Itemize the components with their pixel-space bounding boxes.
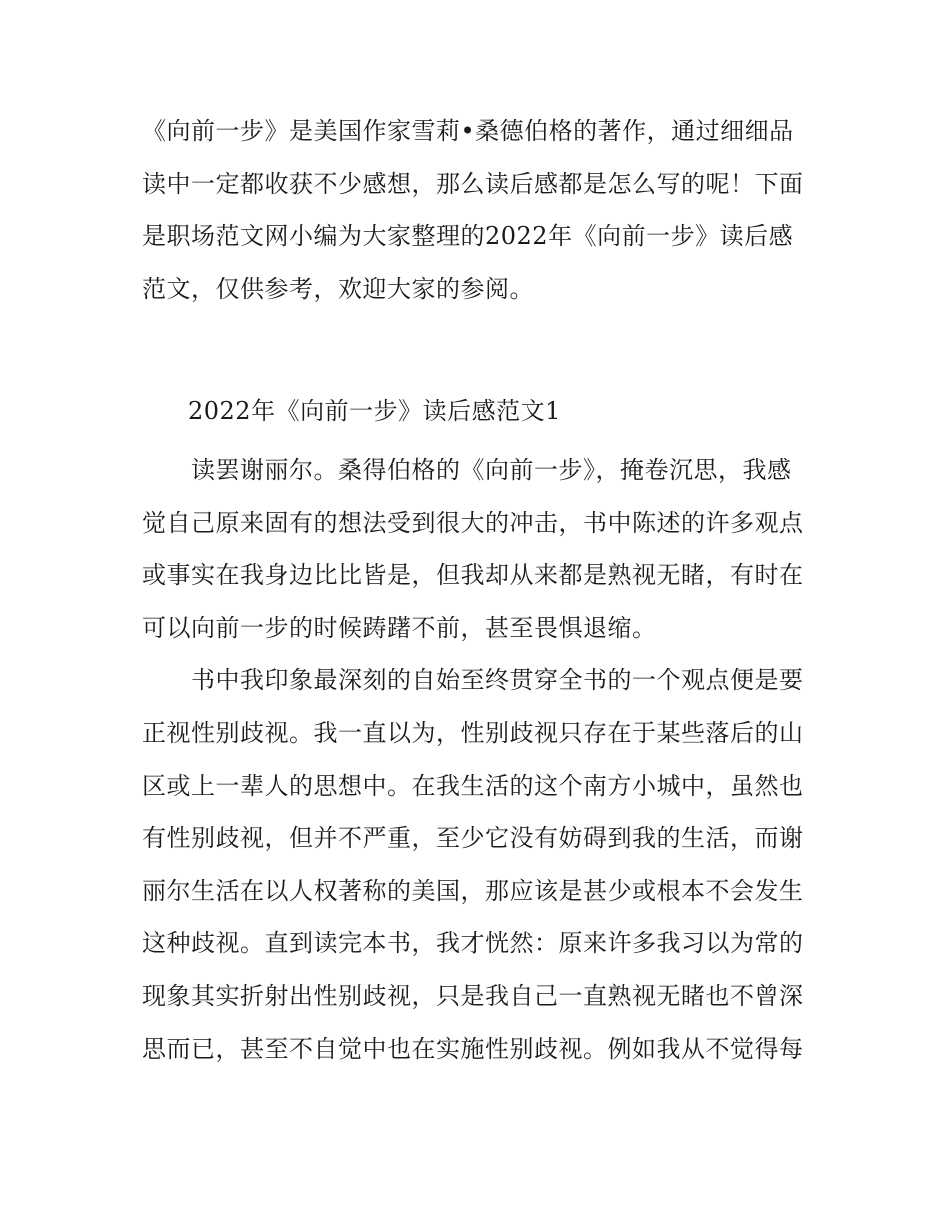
body-line: 思而已，甚至不自觉中也在实施性别歧视。例如我从不觉得每 (142, 1034, 804, 1063)
body-line: 读罢谢丽尔。桑得伯格的《向前一步》，掩卷沉思，我感 (142, 456, 792, 484)
intro-line: 范文，仅供参考，欢迎大家的参阅。 (142, 274, 534, 303)
body-line: 丽尔生活在以人权著称的美国，那应该是甚少或根本不会发生 (142, 876, 804, 905)
body-line: 可以向前一步的时候踌躇不前，甚至畏惧退缩。 (142, 613, 657, 642)
intro-line: 读中一定都收获不少感想，那么读后感都是怎么写的呢！下面 (142, 169, 804, 198)
body-line: 或事实在我身边比比皆是，但我却从来都是熟视无睹，有时在 (142, 561, 804, 590)
intro-line: 《向前一步》是美国作家雪莉•桑德伯格的著作，通过细细品 (142, 117, 794, 145)
intro-line: 是职场范文网小编为大家整理的2022年《向前一步》读后感 (142, 222, 794, 251)
body-line: 有性别歧视，但并不严重，至少它没有妨碍到我的生活，而谢 (142, 824, 804, 853)
body-line: 觉自己原来固有的想法受到很大的冲击，书中陈述的许多观点 (142, 508, 804, 537)
body-text (142, 444, 814, 1075)
body-line: 正视性别歧视。我一直以为，性别歧视只存在于某些落后的山 (142, 718, 804, 747)
body-line: 书中我印象最深刻的自始至终贯穿全书的一个观点便是要 (142, 666, 804, 695)
body-line: 这种歧视。直到读完本书，我才恍然：原来许多我习以为常的 (142, 929, 804, 958)
intro-paragraph (142, 105, 814, 315)
body-line: 现象其实折射出性别歧视，只是我自己一直熟视无睹也不曾深 (142, 981, 804, 1010)
body-line: 区或上一辈人的思想中。在我生活的这个南方小城中，虽然也 (142, 771, 804, 800)
section-heading: 2022年《向前一步》读后感范文1 (188, 397, 561, 425)
